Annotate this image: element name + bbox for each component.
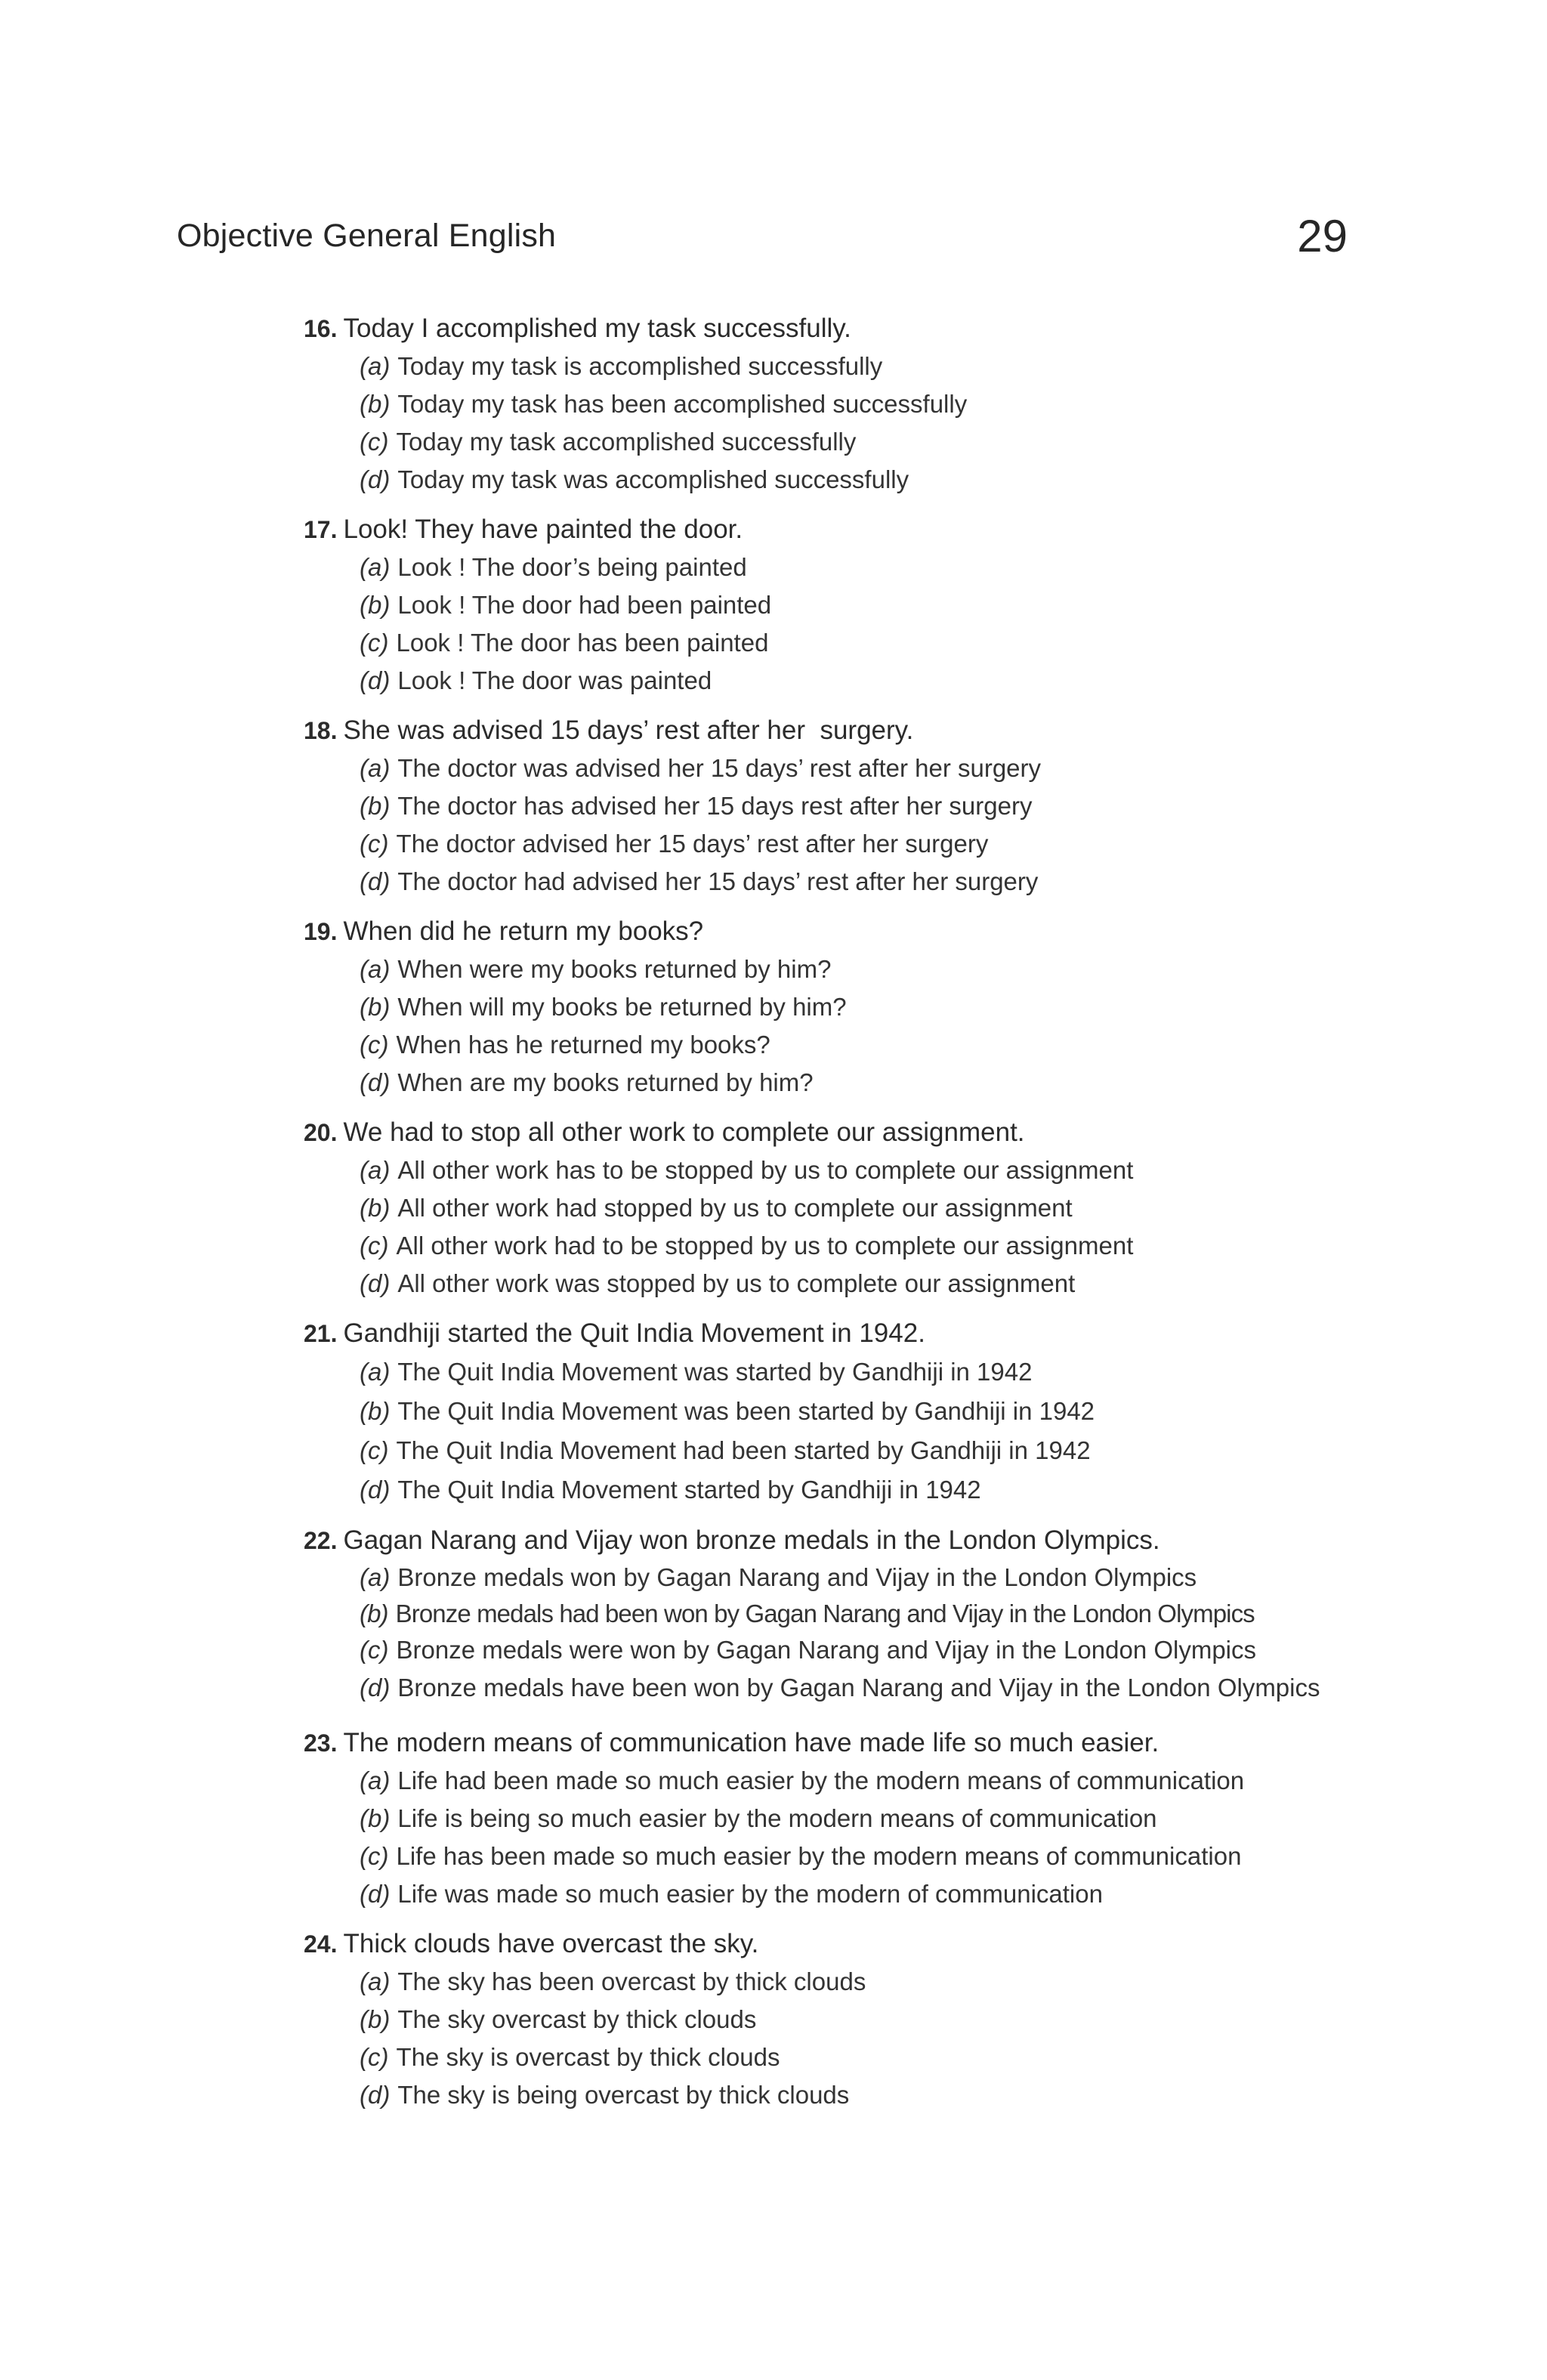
option-label: (b) (360, 1397, 391, 1425)
question-16 (304, 310, 1361, 499)
question-23 (304, 1724, 1361, 1913)
option-d (360, 461, 1361, 499)
option-d (360, 863, 1361, 901)
option-text: The sky is overcast by thick clouds (396, 2043, 780, 2071)
question-text: Look! They have painted the door. (343, 515, 743, 544)
option-text: Today my task accomplished successfully (396, 428, 857, 456)
option-label: (d) (360, 1674, 391, 1702)
option-text: Today my task has been accomplished successfully (397, 390, 968, 418)
option-text: The Quit India Movement started by Gandhiji in 1942 (397, 1476, 981, 1504)
option-text: Bronze medals were won by Gagan Narang and Vijay in the London Olympics (396, 1636, 1257, 1664)
option-label: (d) (360, 1068, 391, 1096)
option-label: (d) (360, 1880, 391, 1908)
option-text: Life had been made so much easier by the modern means of communication (397, 1766, 1245, 1794)
option-c (360, 1227, 1361, 1265)
question-number: 23. (304, 1729, 338, 1757)
option-b (360, 586, 1361, 624)
option-c (360, 1838, 1361, 1875)
option-d (360, 662, 1361, 700)
question-stem (304, 1114, 1361, 1151)
question-text: Thick clouds have overcast the sky. (343, 1929, 759, 1958)
option-d (360, 1470, 1361, 1510)
question-number: 19. (304, 918, 338, 945)
option-c (360, 1431, 1361, 1470)
question-number: 17. (304, 516, 338, 543)
option-label: (d) (360, 1476, 391, 1504)
option-c (360, 1026, 1361, 1064)
question-22 (304, 1522, 1361, 1712)
option-text: The Quit India Movement was started by Gandhiji in 1942 (397, 1358, 1033, 1386)
option-label: (b) (360, 1600, 388, 1627)
option-text: The doctor advised her 15 days’ rest after her surgery (396, 830, 989, 858)
question-number: 24. (304, 1930, 338, 1958)
option-label: (a) (360, 1358, 391, 1386)
option-text: All other work has to be stopped by us to complete our assignment (397, 1156, 1134, 1184)
option-a (360, 750, 1361, 787)
question-stem (304, 913, 1361, 950)
option-label: (a) (360, 1156, 391, 1184)
question-stem (304, 511, 1361, 549)
option-list (304, 950, 1361, 1102)
question-stem (304, 1724, 1361, 1762)
option-label: (d) (360, 867, 391, 895)
option-text: The sky has been overcast by thick clouds (397, 1967, 866, 1995)
question-stem (304, 1925, 1361, 1963)
question-text: We had to stop all other work to complete our assignment. (343, 1117, 1025, 1147)
option-label: (c) (360, 629, 389, 657)
option-list (304, 1762, 1361, 1913)
option-text: Life was made so much easier by the modern of communication (397, 1880, 1103, 1908)
option-b (360, 1189, 1361, 1227)
question-number: 21. (304, 1320, 338, 1347)
option-text: The Quit India Movement was been started by Gandhiji in 1942 (397, 1397, 1095, 1425)
option-a (360, 1963, 1361, 2001)
option-label: (c) (360, 830, 389, 858)
option-list (304, 1963, 1361, 2114)
option-label: (d) (360, 666, 391, 694)
option-label: (a) (360, 1766, 391, 1794)
question-text: When did he return my books? (343, 916, 704, 946)
option-label: (a) (360, 1967, 391, 1995)
question-number: 20. (304, 1119, 338, 1146)
option-text: All other work was stopped by us to complete our assignment (397, 1269, 1076, 1297)
option-b (360, 988, 1361, 1026)
question-list (304, 310, 1361, 2126)
option-text: Bronze medals have been won by Gagan Narang and Vijay in the London Olympics (397, 1674, 1320, 1702)
option-text: Look ! The door’s being painted (397, 553, 747, 581)
option-b (360, 1596, 1363, 1632)
option-text: The Quit India Movement had been started by Gandhiji in 1942 (396, 1436, 1091, 1464)
page-number: 29 (1297, 211, 1348, 261)
option-a (360, 1762, 1361, 1800)
option-label: (c) (360, 1436, 389, 1464)
option-a (360, 950, 1361, 988)
option-label: (c) (360, 428, 389, 456)
option-a (360, 348, 1361, 385)
option-text: The doctor had advised her 15 days’ rest after her surgery (397, 867, 1039, 895)
option-text: Look ! The door had been painted (397, 591, 772, 619)
question-text: Today I accomplished my task successfully. (343, 314, 851, 343)
option-label: (b) (360, 2005, 391, 2033)
option-text: Look ! The door was painted (397, 666, 712, 694)
option-b (360, 2001, 1361, 2038)
option-b (360, 1800, 1361, 1838)
option-a (360, 1559, 1363, 1596)
option-label: (d) (360, 2081, 391, 2109)
page-header (177, 210, 1370, 263)
option-list (304, 1352, 1361, 1510)
question-stem (304, 1315, 1361, 1352)
option-text: When has he returned my books? (396, 1031, 770, 1059)
option-d (360, 1875, 1361, 1913)
option-text: When will my books be returned by him? (397, 993, 847, 1021)
option-text: The doctor has advised her 15 days rest after her surgery (397, 792, 1033, 820)
option-text: Bronze medals won by Gagan Narang and Vijay in the London Olympics (397, 1563, 1197, 1591)
option-list (304, 1151, 1361, 1303)
question-20 (304, 1114, 1361, 1303)
option-text: Life is being so much easier by the modern means of communication (397, 1804, 1157, 1832)
option-list (304, 348, 1361, 499)
question-number: 16. (304, 315, 338, 342)
option-label: (d) (360, 465, 391, 493)
option-text: Look ! The door has been painted (396, 629, 769, 657)
option-label: (b) (360, 390, 391, 418)
option-label: (d) (360, 1269, 391, 1297)
option-text: Today my task is accomplished successfully (397, 352, 883, 380)
option-text: When are my books returned by him? (397, 1068, 814, 1096)
option-text: Life has been made so much easier by the modern means of communication (396, 1842, 1242, 1870)
option-c (360, 2038, 1361, 2076)
option-label: (b) (360, 1804, 391, 1832)
option-b (360, 787, 1361, 825)
question-17 (304, 511, 1361, 700)
question-24 (304, 1925, 1361, 2114)
option-b (360, 1392, 1361, 1431)
option-label: (a) (360, 553, 391, 581)
option-d (360, 1668, 1363, 1712)
option-text: All other work had to be stopped by us to complete our assignment (396, 1232, 1134, 1260)
option-text: Bronze medals had been won by Gagan Narang and Vijay in the London Olympics (395, 1600, 1255, 1627)
option-b (360, 385, 1361, 423)
option-a (360, 1352, 1361, 1392)
option-list (304, 750, 1361, 901)
option-a (360, 1151, 1361, 1189)
option-label: (b) (360, 792, 391, 820)
option-text: All other work had stopped by us to complete our assignment (397, 1194, 1073, 1222)
option-c (360, 423, 1361, 461)
option-d (360, 1064, 1361, 1102)
option-label: (a) (360, 352, 391, 380)
option-label: (b) (360, 1194, 391, 1222)
option-list (304, 1559, 1363, 1712)
question-number: 22. (304, 1527, 338, 1554)
option-label: (a) (360, 754, 391, 782)
option-text: When were my books returned by him? (397, 955, 832, 983)
option-label: (a) (360, 1563, 391, 1591)
question-text: The modern means of communication have made life so much easier. (343, 1728, 1159, 1757)
option-label: (b) (360, 993, 391, 1021)
question-text: Gagan Narang and Vijay won bronze medals in the London Olympics. (343, 1525, 1160, 1555)
question-text: Gandhiji started the Quit India Movement in 1942. (343, 1318, 925, 1348)
option-label: (c) (360, 1232, 389, 1260)
option-c (360, 624, 1361, 662)
option-d (360, 2076, 1361, 2114)
option-label: (c) (360, 1031, 389, 1059)
option-text: The sky overcast by thick clouds (397, 2005, 757, 2033)
option-text: Today my task was accomplished successfully (397, 465, 909, 493)
option-d (360, 1265, 1361, 1303)
book-title: Objective General English (177, 218, 557, 254)
question-stem (304, 712, 1361, 750)
option-c (360, 1632, 1363, 1668)
question-text: She was advised 15 days’ rest after her surgery. (343, 716, 914, 745)
option-text: The sky is being overcast by thick clouds (397, 2081, 850, 2109)
option-label: (b) (360, 591, 391, 619)
option-c (360, 825, 1361, 863)
option-label: (a) (360, 955, 391, 983)
option-label: (c) (360, 1842, 389, 1870)
option-text: The doctor was advised her 15 days’ rest after her surgery (397, 754, 1042, 782)
option-a (360, 549, 1361, 586)
question-19 (304, 913, 1361, 1102)
option-label: (c) (360, 1636, 389, 1664)
question-stem (304, 310, 1361, 348)
question-21 (304, 1315, 1361, 1510)
option-label: (c) (360, 2043, 389, 2071)
question-18 (304, 712, 1361, 901)
question-stem (304, 1522, 1361, 1559)
option-list (304, 549, 1361, 700)
question-number: 18. (304, 717, 338, 744)
